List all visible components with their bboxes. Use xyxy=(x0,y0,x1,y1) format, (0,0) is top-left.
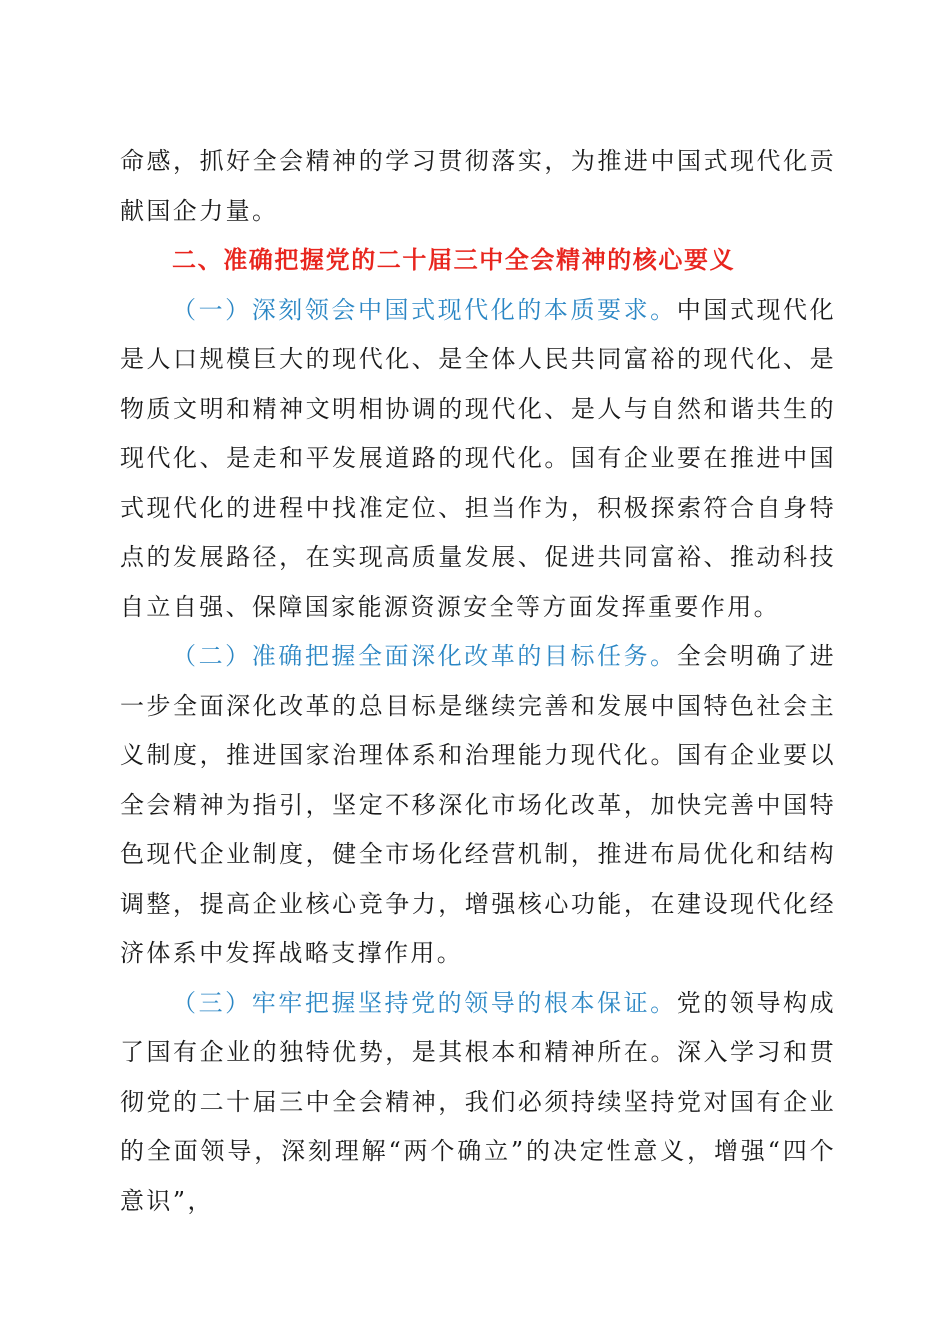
subsection-title-1: （一）深刻领会中国式现代化的本质要求。 xyxy=(172,295,677,324)
subsection-title-2: （二）准确把握全面深化改革的目标任务。 xyxy=(172,642,677,670)
subsection-body-1: 中国式现代化是人口规模巨大的现代化、是全体人民共同富裕的现代化、是物质文明和精神文明相协调的现代化、是人与自然和谐共生的现代化、是走和平发展道路的现代化。国有企业要在推进中国式现代化的进程中找准定位、担当作为，积极探索符合自身特点的发展路径，在实现高质量发展、促进共同富裕、推动科技自立自强、保障国家能源资源安全等方面发挥重要作用。 xyxy=(120,295,836,621)
subsection-body-3: 党的领导构成了国有企业的独特优势，是其根本和精神所在。深入学习和贯彻党的二十届三中全会精神，我们必须持续坚持党对国有企业的全面领导，深刻理解“两个确立”的决定性意义，增强“四个意识”， xyxy=(120,988,836,1215)
section-heading: 二、准确把握党的二十届三中全会精神的核心要义 xyxy=(172,246,736,274)
paragraph-section-3 xyxy=(120,979,836,1227)
paragraph-section-1 xyxy=(120,286,836,633)
paragraph-section-2 xyxy=(120,632,836,979)
paragraph-continuation: 命感，抓好全会精神的学习贯彻落实，为推进中国式现代化贡献国企力量。 xyxy=(120,147,836,225)
subsection-title-3: （三）牢牢把握坚持党的领导的根本保证。 xyxy=(172,988,677,1017)
document-body xyxy=(120,137,836,1226)
subsection-body-2: 全会明确了进一步全面深化改革的总目标是继续完善和发展中国特色社会主义制度，推进国家治理体系和治理能力现代化。国有企业要以全会精神为指引，坚定不移深化市场化改革，加快完善中国特色现代企业制度，健全市场化经营机制，推进布局优化和结构调整，提高企业核心竞争力，增强核心功能，在建设现代化经济体系中发挥战略支撑作用。 xyxy=(120,642,836,967)
